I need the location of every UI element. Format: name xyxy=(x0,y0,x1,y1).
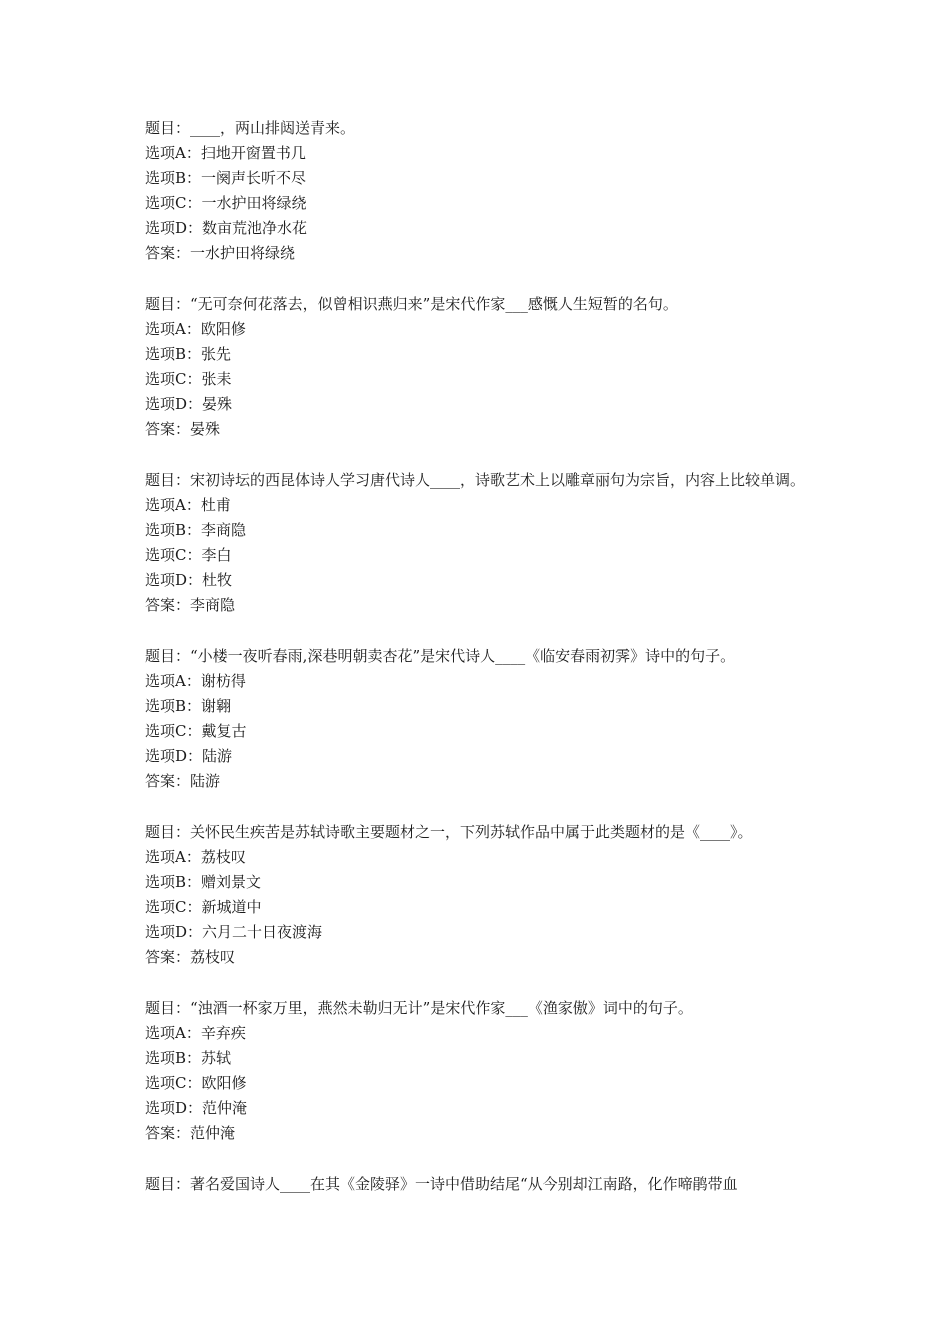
option-d: 选项D：六月二十日夜渡海 xyxy=(145,923,323,941)
option-c: 选项C：新城道中 xyxy=(145,898,262,916)
question-stem: 题目：关怀民生疾苦是苏轼诗歌主要题材之一，下列苏轼作品中属于此类题材的是《____》。 xyxy=(145,823,753,841)
question-stem: 题目：宋初诗坛的西昆体诗人学习唐代诗人____，诗歌艺术上以雕章丽句为宗旨，内容上比较单调。 xyxy=(145,471,806,489)
question-stem: 题目：“浊酒一杯家万里，燕然未勒归无计”是宋代作家___《渔家傲》词中的句子。 xyxy=(145,999,693,1017)
question-block xyxy=(145,996,825,1146)
option-c: 选项C：李白 xyxy=(145,546,232,564)
answer: 答案：李商隐 xyxy=(145,596,236,614)
option-d: 选项D：数亩荒池净水花 xyxy=(145,219,308,237)
option-a: 选项A：辛弃疾 xyxy=(145,1024,246,1042)
answer: 答案：荔枝叹 xyxy=(145,948,236,966)
option-b: 选项B：一阕声长听不尽 xyxy=(145,169,307,187)
question-stem: 题目：“无可奈何花落去，似曾相识燕归来”是宋代作家___感慨人生短暂的名句。 xyxy=(145,295,678,313)
option-d: 选项D：杜牧 xyxy=(145,571,233,589)
option-b: 选项B：赠刘景文 xyxy=(145,873,262,891)
option-d: 选项D：晏殊 xyxy=(145,395,233,413)
option-a: 选项A：荔枝叹 xyxy=(145,848,246,866)
question-stem: 题目：____，两山排闼送青来。 xyxy=(145,119,356,137)
answer: 答案：范仲淹 xyxy=(145,1124,236,1142)
option-d: 选项D：陆游 xyxy=(145,747,233,765)
option-c: 选项C：张耒 xyxy=(145,370,232,388)
option-c: 选项C：欧阳修 xyxy=(145,1074,247,1092)
option-c: 选项C：一水护田将绿绕 xyxy=(145,194,307,212)
question-block xyxy=(145,116,825,266)
option-a: 选项A：扫地开窗置书几 xyxy=(145,144,306,162)
question-block xyxy=(145,292,825,442)
question-stem: 题目：著名爱国诗人____在其《金陵驿》一诗中借助结尾“从今别却江南路，化作啼鹃带血 xyxy=(145,1175,738,1193)
document-page xyxy=(145,116,825,1223)
answer: 答案：晏殊 xyxy=(145,420,221,438)
option-b: 选项B：苏轼 xyxy=(145,1049,232,1067)
question-block xyxy=(145,1172,825,1197)
option-d: 选项D：范仲淹 xyxy=(145,1099,248,1117)
option-a: 选项A：杜甫 xyxy=(145,496,231,514)
option-b: 选项B：张先 xyxy=(145,345,232,363)
answer: 答案：一水护田将绿绕 xyxy=(145,244,296,262)
answer: 答案：陆游 xyxy=(145,772,221,790)
question-block xyxy=(145,468,825,618)
question-block xyxy=(145,820,825,970)
question-block xyxy=(145,644,825,794)
option-b: 选项B：谢翱 xyxy=(145,697,232,715)
option-a: 选项A：欧阳修 xyxy=(145,320,246,338)
question-stem: 题目：“小楼一夜听春雨,深巷明朝卖杏花”是宋代诗人____《临安春雨初霁》诗中的句子。 xyxy=(145,647,736,665)
option-c: 选项C：戴复古 xyxy=(145,722,247,740)
option-a: 选项A：谢枋得 xyxy=(145,672,246,690)
option-b: 选项B：李商隐 xyxy=(145,521,247,539)
